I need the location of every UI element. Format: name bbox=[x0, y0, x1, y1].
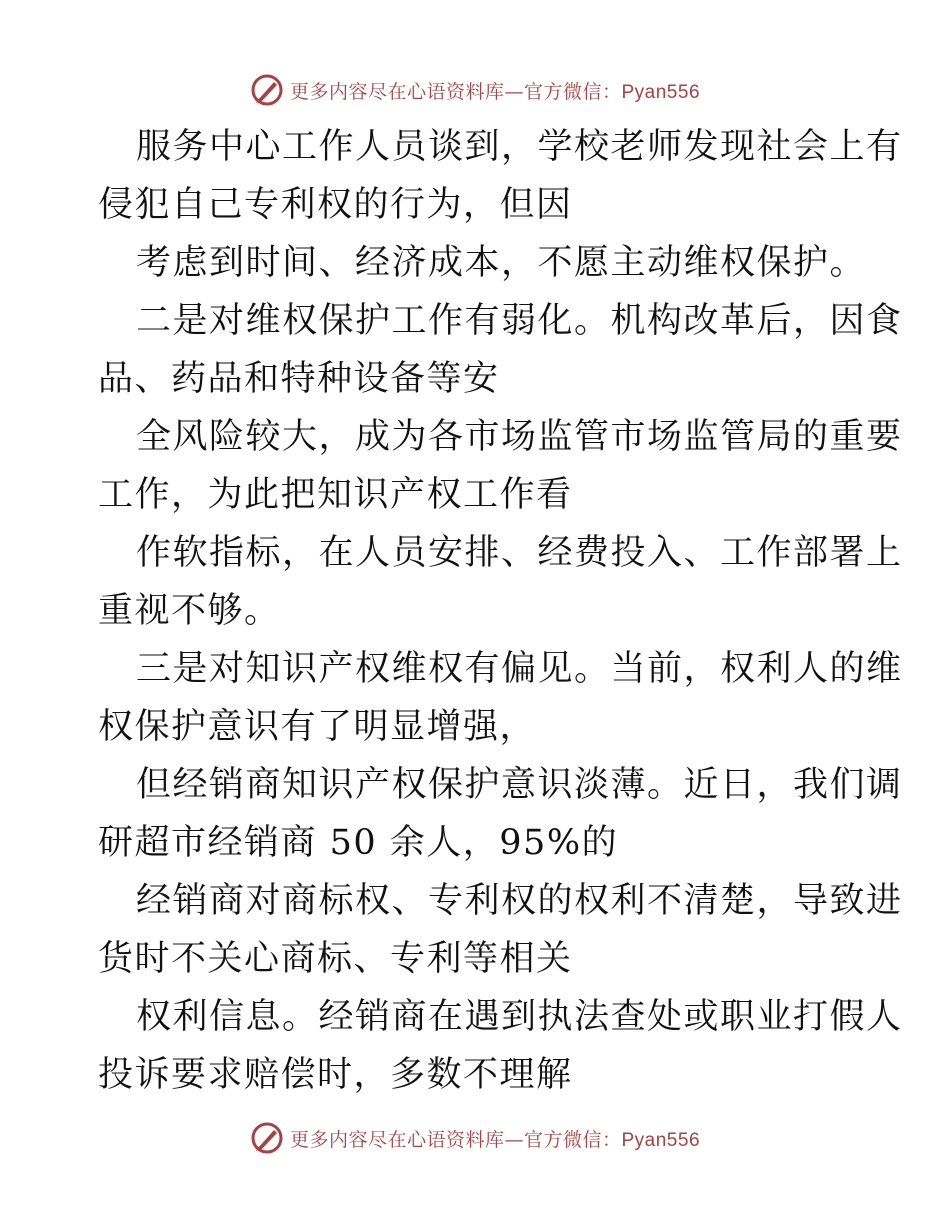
header-wechat-account: Pyan556 bbox=[621, 81, 701, 103]
body-line: 考虑到时间、经济成本，不愿主动维权保护。 bbox=[136, 243, 867, 283]
body-line: 重视不够。 bbox=[98, 591, 281, 631]
body-line: 侵犯自己专利权的行为，但因 bbox=[98, 185, 573, 225]
body-line: 但经销商知识产权保护意识淡薄。近日，我们调 bbox=[136, 765, 903, 805]
body-line: 货时不关心商标、专利等相关 bbox=[98, 939, 573, 979]
body-line: 权保护意识有了明显增强， bbox=[98, 707, 537, 747]
body-line: 二是对维权保护工作有弱化。机构改革后，因食 bbox=[136, 301, 903, 341]
body-line: 权利信息。经销商在遇到执法查处或职业打假人 bbox=[136, 997, 903, 1037]
body-line: 服务中心工作人员谈到，学校老师发现社会上有 bbox=[136, 127, 903, 167]
header-banner bbox=[0, 70, 950, 110]
body-line: 研超市经销商 50 余人，95%的 bbox=[98, 823, 619, 863]
document-body bbox=[98, 118, 903, 1104]
header-banner-text bbox=[290, 77, 700, 104]
body-line: 全风险较大，成为各市场监管市场监管局的重要 bbox=[136, 417, 903, 457]
body-line: 三是对知识产权维权有偏见。当前，权利人的维 bbox=[136, 649, 903, 689]
footer-banner-text bbox=[290, 1125, 700, 1152]
body-line: 作软指标，在人员安排、经费投入、工作部署上 bbox=[136, 533, 903, 573]
pen-seal-icon bbox=[250, 1121, 284, 1155]
header-banner-label: 更多内容尽在心语资料库—官方微信： bbox=[289, 80, 622, 103]
footer-wechat-account: Pyan556 bbox=[621, 1129, 701, 1151]
body-line: 工作，为此把知识产权工作看 bbox=[98, 475, 573, 515]
body-line: 经销商对商标权、专利权的权利不清楚，导致进 bbox=[136, 881, 903, 921]
pen-seal-icon bbox=[250, 73, 284, 107]
body-line: 品、药品和特种设备等安 bbox=[98, 359, 500, 399]
footer-banner-label: 更多内容尽在心语资料库—官方微信： bbox=[289, 1128, 622, 1151]
body-line: 投诉要求赔偿时，多数不理解 bbox=[98, 1055, 573, 1095]
footer-banner bbox=[0, 1118, 950, 1158]
